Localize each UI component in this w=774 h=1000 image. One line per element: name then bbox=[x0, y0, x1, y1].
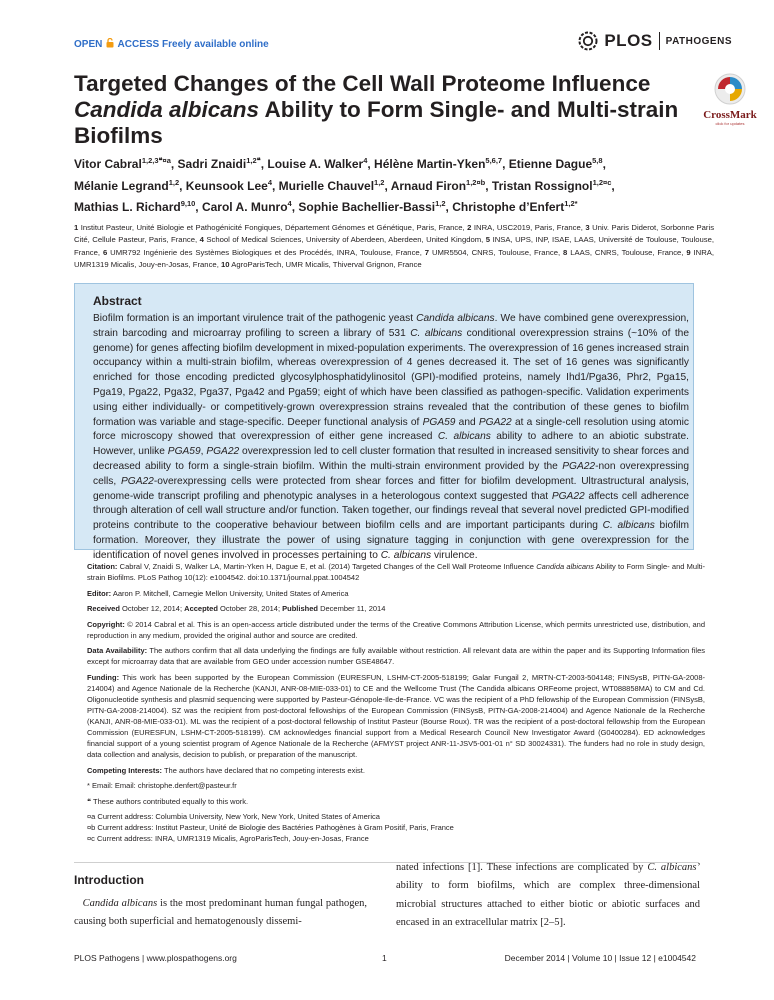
author[interactable]: Tristan Rossignol$^{1,2¤c}$ bbox=[491, 177, 612, 193]
email-line[interactable]: * Email: Email: christophe.denfert@pasteur.fr bbox=[87, 781, 237, 791]
title-species: Candida albicans bbox=[74, 97, 260, 122]
footer-issue: December 2014 | Volume 10 | Issue 12 | e1004542 bbox=[504, 953, 696, 963]
footer-journal[interactable]: PLOS Pathogens | www.plospathogens.org bbox=[74, 953, 237, 963]
author[interactable]: Etienne Dague$^{5,8}$ bbox=[508, 156, 603, 171]
oa-free-text: Freely available online bbox=[162, 39, 269, 50]
equal-contribution: ❝ These authors contributed equally to this work. bbox=[87, 796, 249, 806]
funding: Funding: This work has been supported by the European Commission (EURESFUN, LSHM-CT-2005-518199; Galar Fungail 2, MRTN-CT-2003-504148; FINSysB, PITN-GA-2008-214004) and Agence Nationale de la Recherche (KANJI, ANR-08-MIE-033-01) to CE and the Wellcome Trust (The Candida albicans ORFeome project, WT088858MA) to CM and Cd. Oligonucleotide synthesis and plasmid sequencing were supported by Pasteur-Génopole-Ile-de-France. VC was the recipient of a PhD fellowship of the European Commission (FINSysB, PITN-GA-2008-214004). SZ was the recipient from post-doctoral fellowships of the European Commission (FINSysB, PITN-GA-2008-214004) and Agence Nationale de la Recherche (KANJI, ANR-08-MIE-033-01). ML was the recipient of a post-doctoral fellowship of Institut Pasteur (Bourse Roux). TR was the recipient of a post-doctoral fellowship from the European Commission (EURESFUN, LSHM-CT-2005-518199). CM acknowledges financial support from a Medical Research Council New Investigator Award (G0400284). ED acknowledges financial support of a young scientist program of Agence Nationale de la Recherche (AFMYST project ANR-11-JSV5-001-01 n° SD 30024331). The funders had no role in study design, data collection and analysis, decision to publish, or preparation of the manuscript. bbox=[87, 672, 705, 760]
introduction-heading: Introduction bbox=[74, 873, 144, 887]
journal-logo[interactable] bbox=[578, 30, 732, 52]
title-line-3: Biofilms bbox=[74, 123, 163, 148]
crossmark-sublabel: click for updates bbox=[715, 121, 745, 126]
author[interactable]: Christophe d’Enfert$^{1,2*}$ bbox=[452, 199, 578, 214]
open-access-banner bbox=[74, 38, 269, 50]
article-metadata bbox=[87, 561, 705, 845]
editor: Editor: Aaron P. Mitchell, Carnegie Mellon University, United States of America bbox=[87, 588, 349, 598]
author[interactable]: Vitor Cabral$^{1,2,3❝¤a}$ bbox=[74, 156, 171, 171]
address-b: ¤b Current address: Institut Pasteur, Unité de Biologie des Bactéries Pathogènes à Gram Positif, Paris, France bbox=[87, 823, 454, 833]
intro-column-right: nated infections [1]. These infections are complicated by C. albicans’ ability to form biofilms, which are complex three-dimensional microbial structures attached to either biotic or abiotic surfaces and encased in an extracellular matrix [2–5]. bbox=[396, 862, 700, 929]
author[interactable]: Hélène Martin-Yken$^{5,6,7}$ bbox=[374, 156, 503, 171]
author-list: Vitor Cabral$^{1,2,3❝¤a}$, Sadri Znaidi$^{1,2❝}$, Louise A. Walker$^4$, Hélène Martin-Yken$^{5,6,7}$, Etienne Dague$^{5,8}$, Mélanie Legrand$^{1,2}$, Keunsook Lee$^4$, Murielle Chauvel$^{1,2}$, Arnaud Firon$^{1,2¤b}$, Tristan Rossignol$^{1,2¤c}$, Mathias L. Richard$^{9,10}$, Carol A. Munro$^4$, Sophie Bachellier-Bassi$^{1,2}$, Christophe d’Enfert$^{1,2*}$ bbox=[74, 156, 615, 214]
author[interactable]: Carol A. Munro$^4$ bbox=[201, 199, 292, 214]
author[interactable]: Louise A. Walker$^4$ bbox=[267, 156, 368, 171]
author[interactable]: Mathias L. Richard$^{9,10}$ bbox=[74, 199, 196, 214]
plos-logo-icon bbox=[578, 31, 598, 51]
page-number: 1 bbox=[382, 953, 387, 963]
title-line-1: Targeted Changes of the Cell Wall Proteome Influence bbox=[74, 71, 651, 96]
address-a: ¤a Current address: Columbia University, New York, New York, United States of America bbox=[87, 812, 380, 822]
journal-name: PATHOGENS bbox=[665, 35, 732, 47]
affiliations: 1 Institut Pasteur, Unité Biologie et Pathogénicité Fongiques, Département Génomes et Génétique, Paris, France, 2 INRA, USC2019, Paris, France, 3 Univ. Paris Diderot, Sorbonne Paris Cité, Cellule Pasteur, Paris, France, 4 School of Medical Sciences, University of Aberdeen, Aberdeen, United Kingdom, 5 INSA, UPS, INP, ISAE, LAAS, Université de Toulouse, Toulouse, France, 6 UMR792 Ingénierie des Systèmes Biologiques et des Procédés, INRA, Toulouse, France, 7 UMR5504, CNRS, Toulouse, France, 8 LAAS, CNRS, Toulouse, France, 9 INRA, UMR1319 Micalis, Jouy-en-Josas, France, 10 AgroParisTech, UMR Micalis, Thiverval Grignon, France bbox=[74, 223, 715, 269]
crossmark-label: CrossMark bbox=[703, 109, 757, 121]
crossmark-icon bbox=[713, 72, 747, 106]
author[interactable]: Sadri Znaidi$^{1,2❝}$ bbox=[177, 156, 261, 171]
competing-interests: Competing Interests: The authors have declared that no competing interests exist. bbox=[87, 765, 365, 775]
author[interactable]: Sophie Bachellier-Bassi$^{1,2}$ bbox=[298, 199, 446, 214]
author[interactable]: Arnaud Firon$^{1,2¤b}$ bbox=[390, 177, 486, 193]
abstract-text: Biofilm formation is an important virulence trait of the pathogenic yeast Candida albicans. We have combined gene overexpression, strain barcoding and microarray profiling to screen a library of 531 C. albicans conditional overexpression strains (~10% of the genome) for genes affecting biofilm development in mixed-population experiments. The overexpression of 16 genes increased strain occupancy within a multi-strain biofilm, whereas overexpression of 4 genes decreased it. The set of 16 genes was significantly enriched for those encoding predicted glycosylphosphatidylinositol (GPI)-modified proteins, namely Ihd1/Pga36, Phr2, Pga15, Pga19, Pga22, Pga32, Pga37, Pga42 and Pga59; eight of which have been classified as pathogen-specific. Validation experiments using either individually- or competitively-grown overexpression strains revealed that the contribution of these genes to biofilm formation was variable and stage-specific. Deeper functional analysis of PGA59 and PGA22 at a single-cell resolution using atomic force microscopy showed that overexpression of either gene increased C. albicans ability to adhere to an abiotic substrate. However, unlike PGA59, PGA22 overexpression led to cell cluster formation that resulted in increased sensitivity to shear forces and decreased ability to form a single-strain biofilm. Within the multi-strain environment provided by the PGA22-non overexpressing cells, PGA22-overexpressing cells were protected from shear forces and fitter for biofilm development. Ultrastructural analysis, genome-wide transcript profiling and phenotypic analyses in a heterologous context suggested that PGA22 affects cell adherence through alteration of cell wall structure and/or function. Taken together, our findings reveal that several novel predicted GPI-modified proteins contribute to the cooperative behaviour between biofilm cells and are important participants during C. albicans biofilm formation. Moreover, they illustrate the power of using signature tagging in conjunction with gene overexpression for the identification of novel genes involved in processes pertaining to C. albicans virulence. bbox=[93, 313, 689, 561]
copyright: Copyright: © 2014 Cabral et al. This is an open-access article distributed under the terms of the Creative Commons Attribution License, which permits unrestricted use, distribution, and reproduction in any medium, provided the original author and source are credited. bbox=[87, 619, 705, 640]
open-lock-icon bbox=[106, 38, 114, 48]
dates: Received October 12, 2014; Accepted October 28, 2014; Published December 11, 2014 bbox=[87, 604, 386, 614]
abstract-heading: Abstract bbox=[93, 294, 142, 308]
oa-access-text: ACCESS bbox=[117, 39, 160, 50]
author[interactable]: Murielle Chauvel$^{1,2}$ bbox=[278, 177, 385, 193]
oa-open-text: OPEN bbox=[74, 39, 103, 50]
article-title bbox=[74, 71, 704, 149]
author[interactable]: Keunsook Lee$^4$ bbox=[185, 177, 272, 193]
crossmark-badge[interactable] bbox=[700, 72, 760, 126]
logo-divider bbox=[659, 32, 660, 50]
citation: Citation: Cabral V, Znaidi S, Walker LA, Martin-Yken H, Dague E, et al. (2014) Targeted Changes of the Cell Wall Proteome Influence Candida albicans Ability to Form Single- and Multi-strain Biofilms. PLoS Pathog 10(12): e1004542. doi:10.1371/journal.ppat.1004542 bbox=[87, 562, 705, 583]
data-availability: Data Availability: The authors confirm that all data underlying the findings are fully available without restriction. All relevant data are within the paper and its Supporting Information files except for microarray data that are available from GEO under accession number GSE48647. bbox=[87, 646, 706, 667]
title-line-2: Ability to Form Single- and Multi-strain bbox=[259, 97, 679, 122]
author[interactable]: Mélanie Legrand$^{1,2}$ bbox=[74, 177, 180, 193]
address-c: ¤c Current address: INRA, UMR1319 Micalis, AgroParisTech, Jouy-en-Josas, France bbox=[87, 834, 369, 844]
intro-column-left: Candida albicans is the most predominant human fungal pathogen, causing both superficial and hematogenously dissemi- bbox=[74, 898, 367, 928]
plos-wordmark: PLOS bbox=[604, 31, 653, 50]
